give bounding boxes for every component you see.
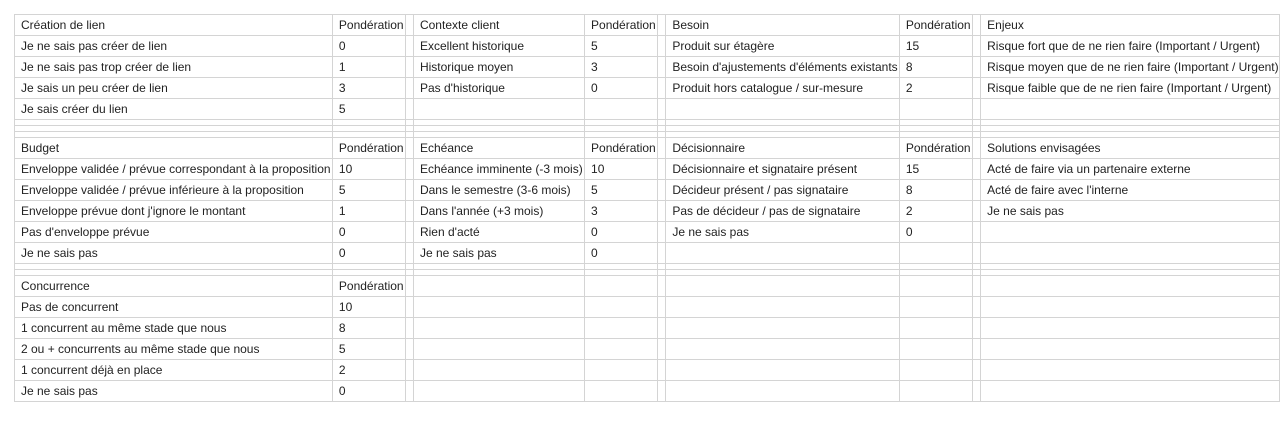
sheet-cell[interactable]: 10 — [332, 159, 405, 180]
sheet-row — [15, 222, 1280, 243]
sheet-cell[interactable]: 0 — [332, 222, 405, 243]
sheet-cell[interactable] — [657, 78, 665, 99]
sheet-cell[interactable]: 0 — [585, 243, 658, 264]
sheet-cell[interactable]: 2 — [899, 201, 972, 222]
sheet-cell[interactable]: 1 concurrent déjà en place — [15, 360, 333, 381]
sheet-cell[interactable] — [666, 360, 900, 381]
sheet-cell[interactable] — [657, 297, 665, 318]
sheet-cell[interactable]: Pondération — [899, 15, 972, 36]
sheet-cell[interactable] — [405, 138, 413, 159]
sheet-cell[interactable] — [981, 318, 1280, 339]
sheet-cell[interactable]: 0 — [332, 243, 405, 264]
sheet-cell[interactable] — [981, 222, 1280, 243]
sheet-cell[interactable] — [899, 339, 972, 360]
sheet-cell[interactable]: Décideur présent / pas signataire — [666, 180, 900, 201]
sheet-cell[interactable] — [413, 339, 584, 360]
sheet-cell[interactable] — [413, 297, 584, 318]
sheet-cell[interactable]: 2 — [899, 78, 972, 99]
sheet-cell[interactable] — [657, 99, 665, 120]
sheet-cell[interactable]: 8 — [332, 318, 405, 339]
sheet-cell[interactable]: 5 — [332, 180, 405, 201]
sheet-row — [15, 318, 1280, 339]
sheet-cell[interactable] — [972, 318, 980, 339]
sheet-cell[interactable] — [405, 318, 413, 339]
sheet-cell[interactable]: 5 — [585, 36, 658, 57]
sheet-cell[interactable] — [972, 138, 980, 159]
sheet-cell[interactable]: 0 — [332, 381, 405, 402]
sheet-body — [15, 15, 1280, 402]
sheet-cell[interactable] — [657, 15, 665, 36]
sheet-cell[interactable] — [413, 99, 584, 120]
sheet-cell[interactable] — [981, 360, 1280, 381]
sheet-cell[interactable]: Pondération — [332, 138, 405, 159]
sheet-cell[interactable] — [657, 138, 665, 159]
sheet-cell[interactable] — [657, 339, 665, 360]
sheet-cell[interactable]: Produit sur étagère — [666, 36, 900, 57]
sheet-cell[interactable] — [981, 99, 1280, 120]
sheet-cell[interactable]: 10 — [332, 297, 405, 318]
sheet-row — [15, 78, 1280, 99]
sheet-cell[interactable]: Pondération — [899, 138, 972, 159]
sheet-row — [15, 297, 1280, 318]
sheet-cell[interactable] — [972, 381, 980, 402]
sheet-cell[interactable] — [972, 99, 980, 120]
sheet-cell[interactable] — [666, 339, 900, 360]
sheet-row — [15, 36, 1280, 57]
sheet-cell[interactable]: Je sais un peu créer de lien — [15, 78, 333, 99]
sheet-cell[interactable]: 8 — [899, 180, 972, 201]
sheet-cell[interactable]: Je ne sais pas — [413, 243, 584, 264]
sheet-cell[interactable]: Je sais créer du lien — [15, 99, 333, 120]
sheet-cell[interactable]: Echéance imminente (-3 mois) — [413, 159, 584, 180]
sheet-cell[interactable]: Décisionnaire — [666, 138, 900, 159]
sheet-cell[interactable]: Pondération — [332, 276, 405, 297]
sheet-cell[interactable]: Je ne sais pas — [15, 243, 333, 264]
sheet-cell[interactable] — [657, 360, 665, 381]
sheet-cell[interactable] — [899, 318, 972, 339]
sheet-cell[interactable]: 3 — [585, 57, 658, 78]
sheet-cell[interactable] — [981, 339, 1280, 360]
sheet-cell[interactable]: Historique moyen — [413, 57, 584, 78]
sheet-cell[interactable]: Pondération — [332, 15, 405, 36]
sheet-cell[interactable] — [981, 381, 1280, 402]
sheet-cell[interactable]: Enjeux — [981, 15, 1280, 36]
sheet-cell[interactable] — [405, 15, 413, 36]
sheet-cell[interactable] — [981, 276, 1280, 297]
sheet-cell[interactable]: Dans le semestre (3-6 mois) — [413, 180, 584, 201]
sheet-cell[interactable]: 15 — [899, 159, 972, 180]
sheet-cell[interactable] — [657, 318, 665, 339]
sheet-cell[interactable]: Excellent historique — [413, 36, 584, 57]
sheet-cell[interactable]: Pas d'enveloppe prévue — [15, 222, 333, 243]
sheet-cell[interactable]: Risque moyen que de ne rien faire (Important / Urgent) — [981, 57, 1280, 78]
sheet-cell[interactable] — [405, 57, 413, 78]
sheet-cell[interactable]: Rien d'acté — [413, 222, 584, 243]
sheet-cell[interactable]: Dans l'année (+3 mois) — [413, 201, 584, 222]
sheet-cell[interactable]: 5 — [332, 99, 405, 120]
sheet-row — [15, 57, 1280, 78]
sheet-cell[interactable] — [585, 318, 658, 339]
sheet-cell[interactable] — [585, 297, 658, 318]
sheet-cell[interactable] — [666, 381, 900, 402]
sheet-cell[interactable] — [666, 297, 900, 318]
sheet-cell[interactable]: Création de lien — [15, 15, 333, 36]
sheet-cell[interactable] — [585, 360, 658, 381]
sheet-cell[interactable]: 2 — [332, 360, 405, 381]
sheet-cell[interactable] — [972, 36, 980, 57]
sheet-cell[interactable] — [585, 276, 658, 297]
sheet-cell[interactable]: Besoin d'ajustements d'éléments existants — [666, 57, 900, 78]
sheet-cell[interactable]: Je ne sais pas — [15, 381, 333, 402]
sheet-row — [15, 276, 1280, 297]
sheet-cell[interactable]: Enveloppe validée / prévue inférieure à la proposition — [15, 180, 333, 201]
sheet-cell[interactable]: Besoin — [666, 15, 900, 36]
sheet-cell[interactable] — [585, 99, 658, 120]
sheet-row — [15, 201, 1280, 222]
sheet-cell[interactable] — [405, 243, 413, 264]
sheet-cell[interactable] — [657, 243, 665, 264]
sheet-cell[interactable] — [405, 180, 413, 201]
sheet-cell[interactable] — [981, 243, 1280, 264]
sheet-cell[interactable]: 3 — [332, 78, 405, 99]
sheet-cell[interactable] — [899, 243, 972, 264]
sheet-cell[interactable]: Je ne sais pas trop créer de lien — [15, 57, 333, 78]
sheet-cell[interactable]: Acté de faire via un partenaire externe — [981, 159, 1280, 180]
sheet-cell[interactable] — [657, 36, 665, 57]
sheet-cell[interactable] — [972, 159, 980, 180]
sheet-cell[interactable] — [972, 15, 980, 36]
sheet-cell[interactable] — [413, 381, 584, 402]
sheet-cell[interactable]: 3 — [585, 201, 658, 222]
sheet-cell[interactable] — [657, 222, 665, 243]
sheet-cell[interactable]: Acté de faire avec l'interne — [981, 180, 1280, 201]
sheet-cell[interactable]: Budget — [15, 138, 333, 159]
sheet-cell[interactable]: Pondération — [585, 15, 658, 36]
sheet-cell[interactable]: Enveloppe validée / prévue correspondant à la proposition — [15, 159, 333, 180]
sheet-cell[interactable] — [899, 276, 972, 297]
sheet-cell[interactable]: 0 — [585, 222, 658, 243]
sheet-cell[interactable] — [972, 57, 980, 78]
sheet-row — [15, 99, 1280, 120]
sheet-cell[interactable]: 1 — [332, 57, 405, 78]
sheet-cell[interactable]: Risque faible que de ne rien faire (Important / Urgent) — [981, 78, 1280, 99]
sheet-cell[interactable] — [585, 339, 658, 360]
sheet-cell[interactable] — [405, 297, 413, 318]
sheet-cell[interactable]: Décisionnaire et signataire présent — [666, 159, 900, 180]
sheet-cell[interactable] — [666, 318, 900, 339]
sheet-cell[interactable] — [405, 381, 413, 402]
sheet-row — [15, 159, 1280, 180]
sheet-cell[interactable] — [405, 99, 413, 120]
sheet-cell[interactable]: 5 — [332, 339, 405, 360]
sheet-row — [15, 243, 1280, 264]
sheet-row — [15, 360, 1280, 381]
sheet-cell[interactable] — [405, 201, 413, 222]
sheet-cell[interactable] — [666, 276, 900, 297]
sheet-cell[interactable]: 0 — [899, 222, 972, 243]
sheet-cell[interactable] — [666, 99, 900, 120]
sheet-cell[interactable] — [657, 57, 665, 78]
sheet-cell[interactable]: 0 — [585, 78, 658, 99]
sheet-cell[interactable] — [585, 381, 658, 402]
sheet-cell[interactable]: Je ne sais pas — [981, 201, 1280, 222]
sheet-row — [15, 138, 1280, 159]
sheet-cell[interactable]: Je ne sais pas — [666, 222, 900, 243]
sheet-row — [15, 339, 1280, 360]
sheet-cell[interactable] — [405, 78, 413, 99]
sheet-cell[interactable]: 1 concurrent au même stade que nous — [15, 318, 333, 339]
sheet-cell[interactable] — [405, 159, 413, 180]
sheet-cell[interactable]: 8 — [899, 57, 972, 78]
sheet-cell[interactable]: 10 — [585, 159, 658, 180]
sheet-cell[interactable] — [405, 360, 413, 381]
sheet-cell[interactable] — [972, 180, 980, 201]
sheet-cell[interactable] — [405, 36, 413, 57]
sheet-cell[interactable] — [972, 360, 980, 381]
sheet-cell[interactable] — [657, 201, 665, 222]
sheet-cell[interactable]: Solutions envisagées — [981, 138, 1280, 159]
sheet-cell[interactable] — [899, 360, 972, 381]
sheet-cell[interactable]: 5 — [585, 180, 658, 201]
sheet-cell[interactable] — [972, 339, 980, 360]
sheet-cell[interactable] — [657, 180, 665, 201]
sheet-cell[interactable]: Je ne sais pas créer de lien — [15, 36, 333, 57]
sheet-cell[interactable] — [405, 339, 413, 360]
sheet-cell[interactable]: Pas de concurrent — [15, 297, 333, 318]
sheet-cell[interactable] — [405, 276, 413, 297]
sheet-cell[interactable] — [657, 276, 665, 297]
sheet-row — [15, 381, 1280, 402]
sheet-cell[interactable]: Pondération — [585, 138, 658, 159]
sheet-cell[interactable]: Produit hors catalogue / sur-mesure — [666, 78, 900, 99]
sheet-cell[interactable]: Enveloppe prévue dont j'ignore le montant — [15, 201, 333, 222]
sheet-row — [15, 180, 1280, 201]
sheet-cell[interactable] — [413, 360, 584, 381]
sheet-cell[interactable] — [981, 297, 1280, 318]
sheet-cell[interactable] — [899, 381, 972, 402]
sheet-cell[interactable]: Risque fort que de ne rien faire (Important / Urgent) — [981, 36, 1280, 57]
sheet-cell[interactable] — [413, 318, 584, 339]
sheet-cell[interactable]: Concurrence — [15, 276, 333, 297]
sheet-cell[interactable] — [972, 276, 980, 297]
sheet-cell[interactable] — [899, 99, 972, 120]
sheet-cell[interactable]: Pas d'historique — [413, 78, 584, 99]
sheet-cell[interactable]: Contexte client — [413, 15, 584, 36]
sheet-cell[interactable]: Echéance — [413, 138, 584, 159]
sheet-cell[interactable]: Pas de décideur / pas de signataire — [666, 201, 900, 222]
sheet-cell[interactable] — [405, 222, 413, 243]
spreadsheet-grid — [14, 14, 1280, 402]
sheet-cell[interactable] — [972, 78, 980, 99]
sheet-cell[interactable]: 15 — [899, 36, 972, 57]
sheet-cell[interactable]: 1 — [332, 201, 405, 222]
sheet-cell[interactable] — [657, 381, 665, 402]
sheet-cell[interactable] — [972, 222, 980, 243]
sheet-cell[interactable] — [899, 297, 972, 318]
sheet-cell[interactable]: 0 — [332, 36, 405, 57]
sheet-cell[interactable] — [413, 276, 584, 297]
sheet-cell[interactable] — [972, 297, 980, 318]
sheet-cell[interactable]: 2 ou + concurrents au même stade que nous — [15, 339, 333, 360]
sheet-cell[interactable] — [666, 243, 900, 264]
sheet-cell[interactable] — [972, 243, 980, 264]
sheet-cell[interactable] — [972, 201, 980, 222]
sheet-row — [15, 15, 1280, 36]
sheet-cell[interactable] — [657, 159, 665, 180]
